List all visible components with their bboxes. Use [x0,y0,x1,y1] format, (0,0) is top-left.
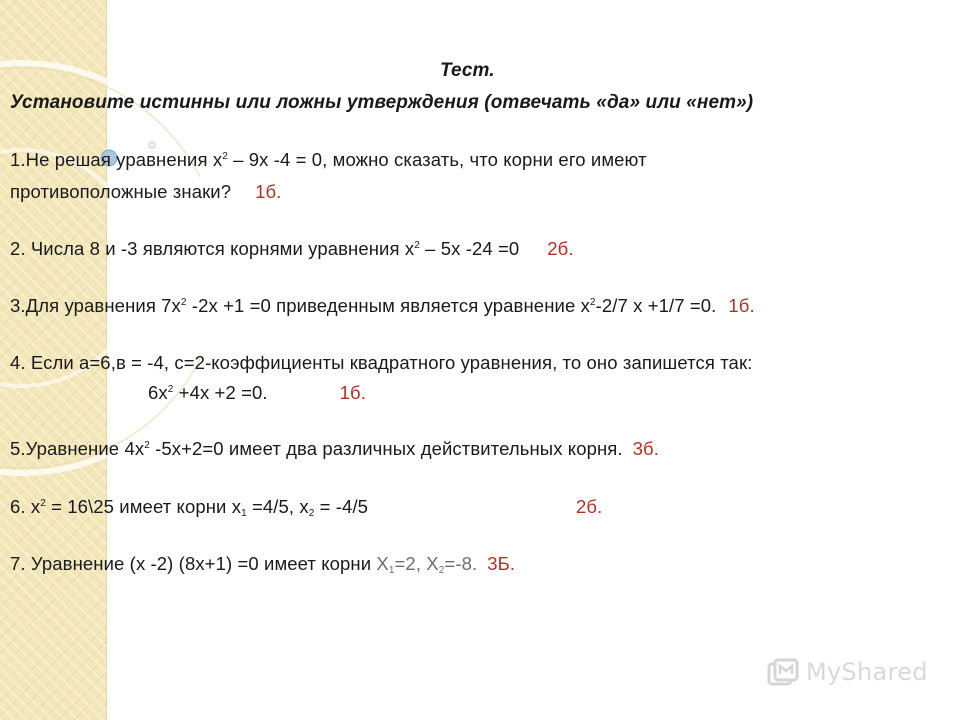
question-1: 1.Не решая уравнения $x^2 - 9x$ -4 = 0, можно сказать, что корни его имеют [10,149,647,170]
question-3: 3.Для уравнения $7x^2$ -2x +1 =0 приведенным является уравнение $x^2-2/7$ x +1/7 =0. 1б. [10,295,755,316]
points-badge: 1б. [255,181,282,202]
instruction-heading: Установите истинны или ложны утверждения (отвечать «да» или «нет») [10,92,754,113]
points-badge: 3б. [632,438,659,459]
watermark-logo-icon [766,658,800,692]
question-2: 2. Числа 8 и -3 являются корнями уравнения $x^2 - 5x$ -24 =0 2б. [10,238,574,259]
test-title: Тест. [440,60,495,81]
points-badge: 2б. [547,238,574,259]
points-badge: 1б. [728,295,755,316]
watermark-text: MyShared [806,658,928,686]
question-4: 4. Если а=6,в = -4, с=2-коэффициенты квадратного уравнения, то оно запишется так: [10,352,753,373]
question-4-equation: $6x^2 +4x +2 =0$. 1б. [148,382,366,403]
question-6: 6. $x^2$ = 16\25 имеет корни $x_1 =4/5$, $x_2 = -4/5$ [10,496,369,519]
points-badge: 2б. [576,496,603,517]
points-badge: 3Б. [487,553,516,574]
question-7: 7. Уравнение (x -2) (8x+1) =0 имеет корни $X_1=2$, $X_2=-8$. 3Б. [10,553,516,576]
question-1-cont: противоположные знаки? 1б. [10,181,282,202]
points-badge: 1б. [339,382,366,403]
small-ring-icon [149,142,155,148]
question-5: 5.Уравнение $4x^2$ -5x+2=0 имеет два различных действительных корня. 3б. [10,438,659,459]
watermark [766,656,936,692]
